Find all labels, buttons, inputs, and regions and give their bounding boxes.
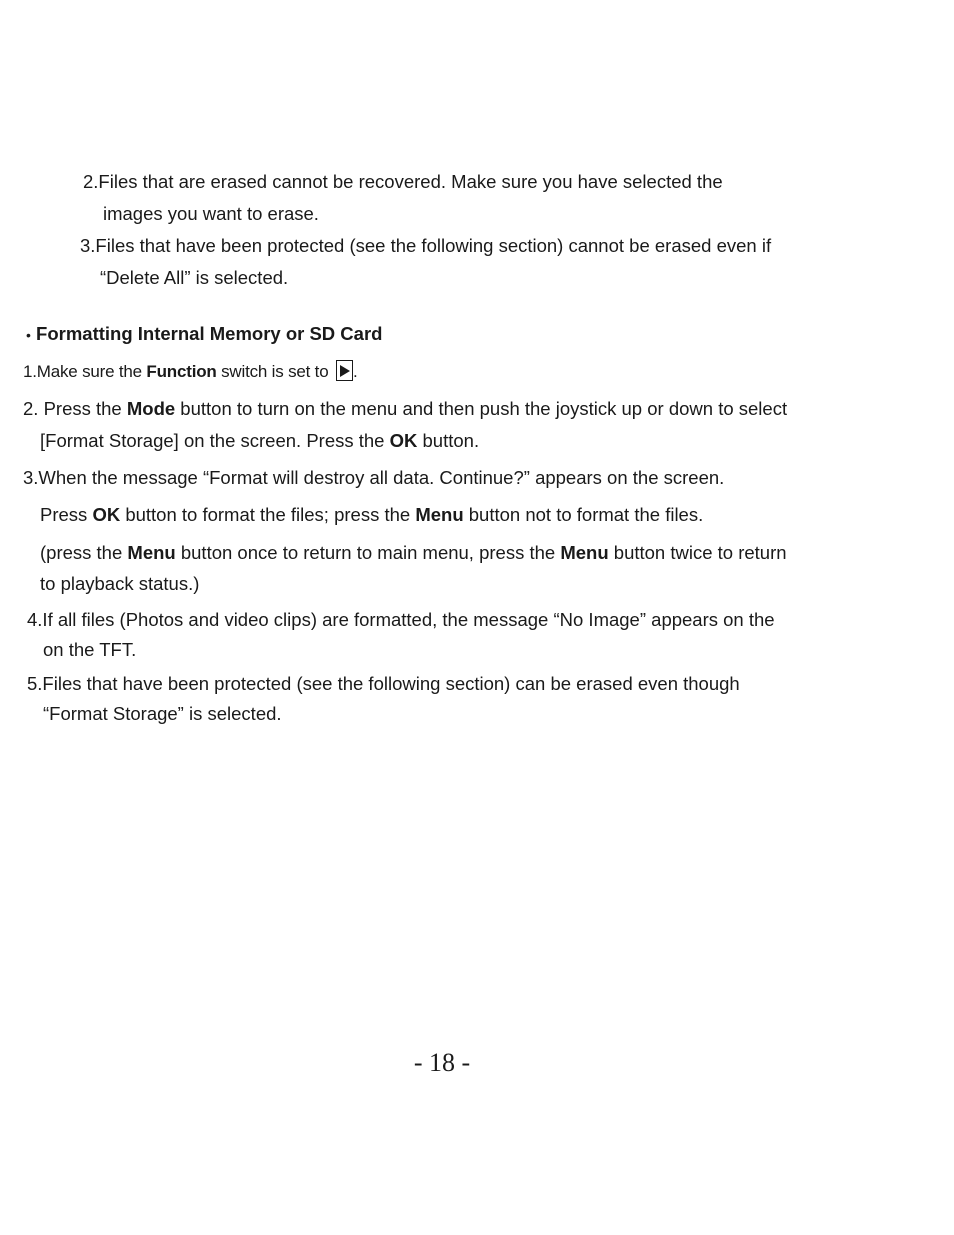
step-3-l3a: (press the	[40, 542, 128, 563]
step-3-l3e: button twice to return	[608, 542, 787, 563]
step-3-line-3	[40, 542, 787, 564]
step-2-l2c: button.	[417, 430, 480, 451]
menu-label: Menu	[127, 542, 176, 563]
step-3-line-2	[40, 504, 703, 526]
step-1-c: switch is set to	[216, 362, 333, 381]
step-4-line-2: on the TFT.	[43, 639, 137, 660]
function-label: Function	[146, 362, 217, 381]
note-3-line-2: “Delete All” is selected.	[100, 267, 289, 288]
page-number: - 18 -	[413, 1048, 471, 1077]
note-2-line-2: images you want to erase.	[103, 203, 319, 224]
step-2-line-2	[40, 430, 479, 452]
ok-label: OK	[92, 504, 121, 525]
section-heading	[26, 323, 382, 346]
bullet: •	[26, 327, 31, 343]
step-3-l2a: Press	[40, 504, 93, 525]
ok-label: OK	[389, 430, 418, 451]
step-4-line-1: 4.If all files (Photos and video clips) are formatted, the message “No Image” appears on the	[27, 609, 775, 630]
step-3-l3c: button once to return to main menu, press the	[175, 542, 561, 563]
mode-label: Mode	[126, 398, 176, 419]
menu-label: Menu	[560, 542, 609, 563]
step-1	[23, 360, 358, 383]
note-3-line-1: 3.Files that have been protected (see the following section) cannot be erased even if	[80, 235, 772, 256]
note-2-line-1: 2.Files that are erased cannot be recovered. Make sure you have selected the	[83, 171, 723, 192]
step-2-line-1	[23, 398, 787, 420]
play-mode-icon	[336, 360, 353, 381]
step-3-l2c: button to format the files; press the	[120, 504, 416, 525]
section-heading-text: Formatting Internal Memory or SD Card	[36, 323, 383, 344]
step-1-a: 1.Make sure the	[23, 362, 147, 381]
step-5-line-2: “Format Storage” is selected.	[43, 703, 282, 724]
step-2-l2a: [Format Storage] on the screen. Press the	[40, 430, 390, 451]
step-3-l2e: button not to format the files.	[463, 504, 704, 525]
step-3-line-4: to playback status.)	[40, 573, 200, 594]
step-1-d: .	[352, 362, 358, 381]
step-2-a: 2. Press the	[23, 398, 127, 419]
step-2-c: button to turn on the menu and then push the joystick up or down to select	[175, 398, 788, 419]
step-3-line-1: 3.When the message “Format will destroy all data. Continue?” appears on the screen.	[23, 467, 725, 488]
menu-label: Menu	[415, 504, 464, 525]
step-5-line-1: 5.Files that have been protected (see the following section) can be erased even though	[27, 673, 740, 694]
